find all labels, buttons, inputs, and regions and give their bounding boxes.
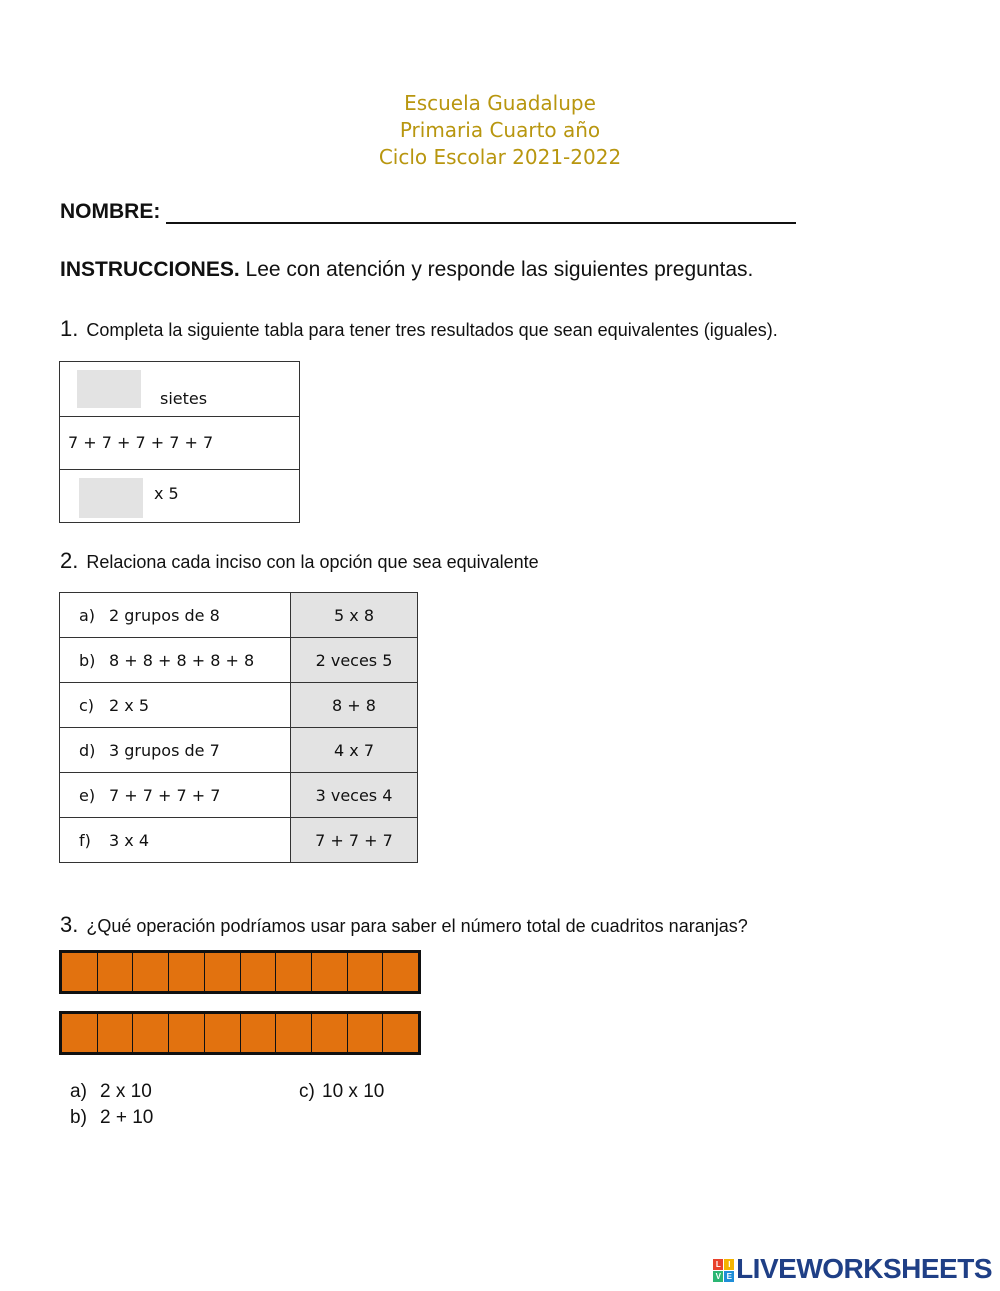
- match-option-cell[interactable]: 4 x 7: [291, 728, 418, 773]
- table-row: [60, 593, 418, 638]
- item-letter: f): [79, 830, 91, 850]
- grade-level: Primaria Cuarto año: [399, 118, 601, 142]
- table-row: [60, 818, 418, 863]
- match-left-cell: [60, 773, 291, 818]
- table-row: [60, 470, 299, 523]
- question-2: [60, 548, 539, 574]
- match-option-cell[interactable]: 8 + 8: [291, 683, 418, 728]
- orange-square: [205, 1014, 241, 1052]
- match-left-cell: [60, 728, 291, 773]
- orange-squares-bar-2: [59, 1011, 421, 1055]
- question-2-text: Relaciona cada inciso con la opción que sea equivalente: [86, 552, 539, 572]
- option-letter: c): [299, 1081, 315, 1102]
- orange-square: [241, 953, 277, 991]
- orange-square: [312, 953, 348, 991]
- name-field-line[interactable]: [166, 200, 796, 224]
- question-3: [60, 912, 748, 938]
- question-2-number: 2.: [60, 548, 79, 573]
- match-left-cell: [60, 818, 291, 863]
- orange-square: [276, 953, 312, 991]
- item-text: 3 grupos de 7: [109, 740, 220, 760]
- match-option-cell[interactable]: 3 veces 4: [291, 773, 418, 818]
- orange-square: [383, 953, 418, 991]
- equivalence-table: [59, 361, 300, 523]
- option-letter: b): [70, 1107, 87, 1128]
- table-row: [60, 773, 418, 818]
- item-letter: e): [79, 785, 96, 805]
- orange-square: [348, 953, 384, 991]
- table-row: [60, 417, 299, 470]
- orange-square: [312, 1014, 348, 1052]
- liveworksheets-logo: [713, 1253, 992, 1285]
- matching-table: [59, 592, 418, 863]
- item-text: 3 x 4: [109, 830, 149, 850]
- option-c[interactable]: [299, 1081, 384, 1103]
- item-text: 2 grupos de 8: [109, 605, 220, 625]
- orange-square: [241, 1014, 277, 1052]
- item-letter: c): [79, 695, 95, 715]
- instructions-label: INSTRUCCIONES.: [60, 258, 240, 281]
- match-option-cell[interactable]: 7 + 7 + 7: [291, 818, 418, 863]
- table-row: [60, 638, 418, 683]
- logo-text: LIVEWORKSHEETS: [736, 1253, 992, 1284]
- option-a[interactable]: [70, 1081, 152, 1103]
- instructions: [60, 258, 753, 282]
- orange-square: [62, 1014, 98, 1052]
- option-text: 2 + 10: [100, 1107, 154, 1128]
- orange-square: [98, 1014, 134, 1052]
- item-letter: d): [79, 740, 96, 760]
- orange-square: [133, 1014, 169, 1052]
- sum-expression: 7 + 7 + 7 + 7 + 7: [68, 433, 214, 452]
- item-text: 7 + 7 + 7 + 7: [109, 785, 221, 805]
- orange-square: [62, 953, 98, 991]
- school-name: Escuela Guadalupe: [404, 91, 596, 115]
- answer-input-box-1[interactable]: [77, 370, 141, 408]
- orange-square: [276, 1014, 312, 1052]
- name-row: [60, 200, 796, 224]
- match-option-cell[interactable]: 5 x 8: [291, 593, 418, 638]
- school-year: Ciclo Escolar 2021-2022: [378, 145, 622, 169]
- item-letter: b): [79, 650, 96, 670]
- orange-square: [348, 1014, 384, 1052]
- times-five-label: x 5: [154, 484, 179, 503]
- orange-squares-bar-1: [59, 950, 421, 994]
- match-left-cell: [60, 683, 291, 728]
- sietes-label: sietes: [160, 389, 208, 408]
- match-option-cell[interactable]: 2 veces 5: [291, 638, 418, 683]
- match-left-cell: [60, 638, 291, 683]
- item-letter: a): [79, 605, 96, 625]
- item-text: 8 + 8 + 8 + 8 + 8: [109, 650, 255, 670]
- logo-mark-icon: L I V E: [713, 1259, 734, 1282]
- option-text: 10 x 10: [322, 1081, 385, 1102]
- question-1-number: 1.: [60, 316, 79, 341]
- table-row: [60, 683, 418, 728]
- question-3-number: 3.: [60, 912, 79, 937]
- option-b[interactable]: [70, 1107, 153, 1129]
- orange-square: [169, 953, 205, 991]
- orange-square: [98, 953, 134, 991]
- table-row: [60, 362, 299, 417]
- question-3-text: ¿Qué operación podríamos usar para saber el número total de cuadritos naranjas?: [86, 916, 748, 936]
- instructions-text: Lee con atención y responde las siguientes preguntas.: [239, 258, 754, 281]
- orange-square: [383, 1014, 418, 1052]
- orange-square: [169, 1014, 205, 1052]
- option-letter: a): [70, 1081, 87, 1102]
- item-text: 2 x 5: [109, 695, 149, 715]
- match-left-cell: [60, 593, 291, 638]
- question-1: [60, 316, 778, 342]
- table-row: [60, 728, 418, 773]
- answer-input-box-2[interactable]: [79, 478, 143, 518]
- name-label: NOMBRE:: [60, 200, 161, 223]
- orange-square: [205, 953, 241, 991]
- school-header: [0, 90, 1000, 171]
- option-text: 2 x 10: [100, 1081, 152, 1102]
- question-1-text: Completa la siguiente tabla para tener tres resultados que sean equivalentes (iguales).: [86, 320, 778, 340]
- orange-square: [133, 953, 169, 991]
